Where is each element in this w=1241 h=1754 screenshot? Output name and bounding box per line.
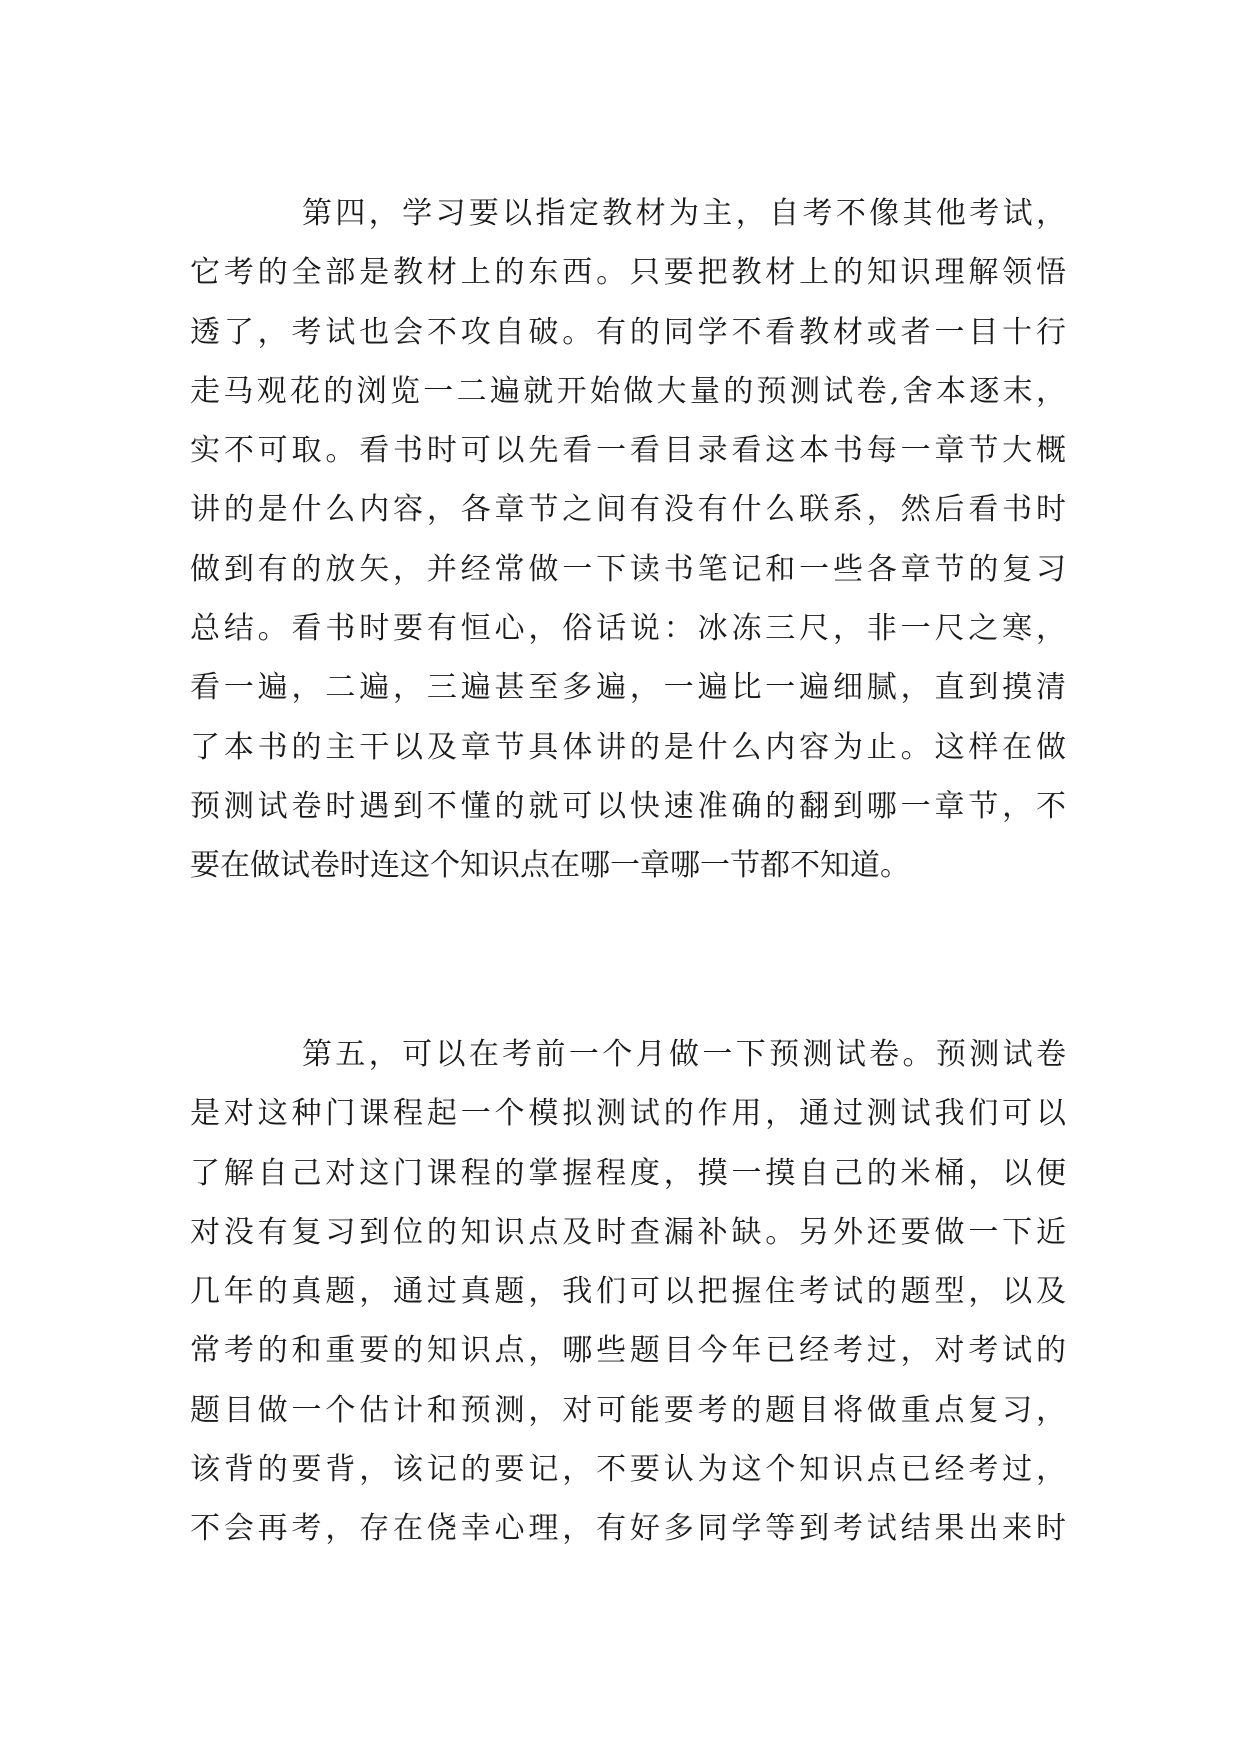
paragraph-line: 几年的真题，通过真题，我们可以把握住考试的题型，以及 bbox=[190, 1274, 1066, 1310]
paragraph-line: 不会再考，存在侥幸心理，有好多同学等到考试结果出来时 bbox=[190, 1511, 1066, 1547]
paragraph-line: 它考的全部是教材上的东西。只要把教材上的知识理解领悟 bbox=[190, 255, 1066, 291]
paragraph-line: 预测试卷时遇到不懂的就可以快速准确的翻到哪一章节，不 bbox=[190, 788, 1066, 824]
paragraph-line: 要在做试卷时连这个知识点在哪一章哪一节都不知道。 bbox=[190, 848, 910, 884]
paragraph-line: 做到有的放矢，并经常做一下读书笔记和一些各章节的复习 bbox=[190, 551, 1066, 587]
paragraph-line: 看一遍，二遍，三遍甚至多遍，一遍比一遍细腻，直到摸清 bbox=[190, 670, 1066, 706]
paragraph-line: 第五，可以在考前一个月做一下预测试卷。预测试卷 bbox=[302, 1037, 1066, 1072]
paragraph-line: 第四，学习要以指定教材为主，自考不像其他考试， bbox=[302, 196, 1066, 231]
paragraph-line: 题目做一个估计和预测，对可能要考的题目将做重点复习， bbox=[190, 1392, 1066, 1428]
paragraph-study-textbook bbox=[190, 184, 1066, 896]
paragraph-line: 是对这种门课程起一个模拟测试的作用，通过测试我们可以 bbox=[190, 1096, 1066, 1132]
paragraph-line: 走马观花的浏览一二遍就开始做大量的预测试卷,舍本逐末， bbox=[190, 373, 1066, 409]
paragraph-line: 实不可取。看书时可以先看一看目录看这本书每一章节大概 bbox=[190, 433, 1066, 469]
paragraph-practice-tests bbox=[190, 1025, 1066, 1559]
paragraph-line: 了本书的主干以及章节具体讲的是什么内容为止。这样在做 bbox=[190, 729, 1066, 765]
paragraph-line: 了解自己对这门课程的掌握程度，摸一摸自己的米桶，以便 bbox=[190, 1155, 1066, 1191]
paragraph-line: 讲的是什么内容，各章节之间有没有什么联系，然后看书时 bbox=[190, 492, 1066, 528]
paragraph-line: 总结。看书时要有恒心，俗话说：冰冻三尺，非一尺之寒， bbox=[190, 611, 1066, 647]
paragraph-line: 透了，考试也会不攻自破。有的同学不看教材或者一目十行 bbox=[190, 314, 1066, 350]
paragraph-line: 常考的和重要的知识点，哪些题目今年已经考过，对考试的 bbox=[190, 1333, 1066, 1369]
paragraph-line: 对没有复习到位的知识点及时查漏补缺。另外还要做一下近 bbox=[190, 1214, 1066, 1250]
paragraph-line: 该背的要背，该记的要记，不要认为这个知识点已经考过， bbox=[190, 1452, 1066, 1488]
